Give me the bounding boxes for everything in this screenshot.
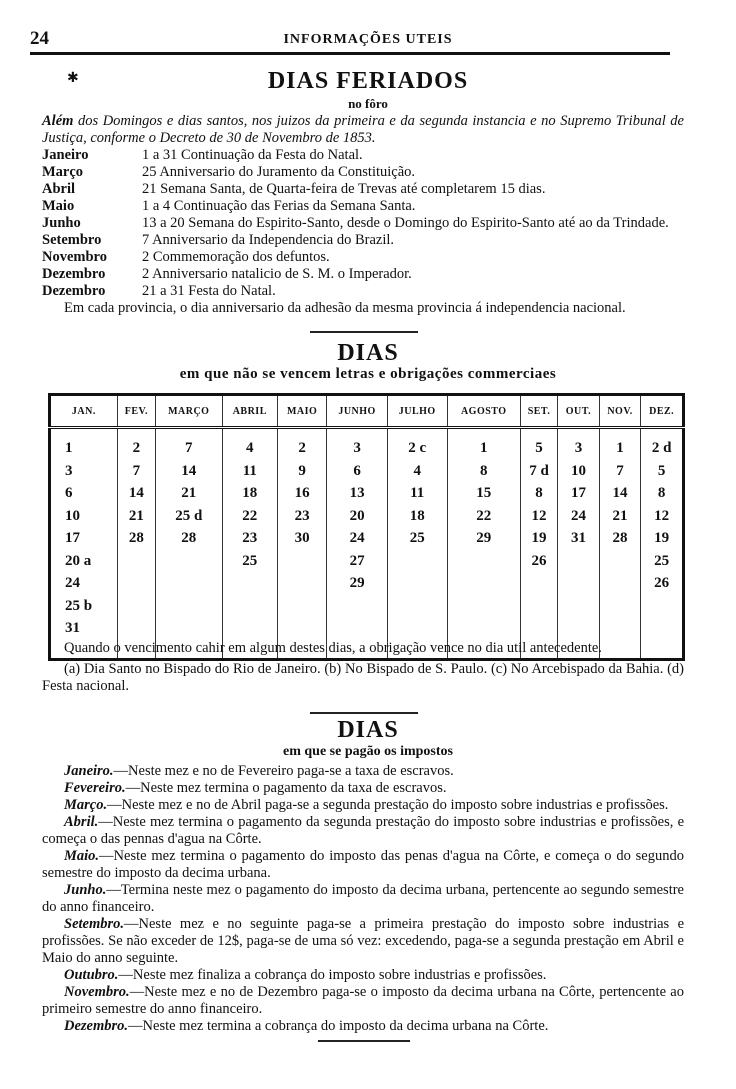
tax-text: —Termina neste mez o pagamento do imposto da decima urbana, pertencente ao segundo semestre do anno financeiro. [42,882,684,915]
holiday-text: 1 a 4 Continuação das Ferias da Semana Santa. [142,198,416,214]
day-cell: 6 [65,485,73,501]
month-column [327,428,388,660]
day-cell: 26 [531,552,547,569]
holiday-text: 21 Semana Santa, de Quarta-feira de Trevas até completarem 15 dias. [142,181,546,197]
day-cell: 7 [616,462,624,479]
month-column [387,428,447,660]
holiday-text: 7 Anniversario da Independencia do Brazil. [142,232,395,248]
asterisk-mark: ✱ [67,71,79,86]
running-header: INFORMAÇÕES UTEIS [283,32,453,47]
day-cell: 1 [65,440,73,456]
column-header: MARÇO [155,395,222,428]
holiday-row [42,232,684,249]
tax-text: —Neste mez termina o pagamento do imposto das penas d'agua na Côrte, e começa o do segundo semestre do imposto da decima urbana. [42,848,684,881]
tax-item [42,848,684,882]
day-cell: 21 [612,507,628,524]
column-header: JUNHO [327,395,388,428]
day-cell: 20 a [65,552,92,569]
month-column [599,428,641,660]
day-cell: 22 [242,507,258,524]
letras-subtitle: em que não se vencem letras e obrigações commerciaes [179,366,557,382]
day-cell: 19 [654,530,670,546]
month-column [155,428,222,660]
day-cell: 2 d [651,440,672,456]
tax-item [42,967,684,984]
tax-text: —Neste mez e no de Fevereiro paga-se a taxa de escravos. [113,763,454,779]
day-cell: 7 [185,440,193,456]
holiday-row [42,249,684,266]
tax-month: Março. [64,797,108,813]
column-header: SET. [520,395,557,428]
holiday-list [42,147,684,300]
holiday-month: Janeiro [42,147,89,163]
day-cell: 9 [298,462,306,479]
calendar-table [48,393,685,661]
day-cell: 15 [476,485,492,501]
tax-item [42,916,684,967]
holiday-row [42,164,684,181]
holiday-month: Setembro [42,232,102,248]
day-cell: 11 [242,462,257,479]
tax-month: Junho. [64,882,107,898]
tax-item [42,780,684,797]
month-column [117,428,155,660]
day-cell: 3 [65,462,73,479]
month-column [277,428,326,660]
day-cell: 17 [570,485,586,501]
tax-text: —Neste mez termina o pagamento da segunda prestação do imposto sobre industrias e profissões, e começa o das pennas d'agua na Côrte. [42,814,684,847]
holiday-month: Novembro [42,249,107,265]
holiday-month: Dezembro [42,266,106,282]
column-header: FEV. [117,395,155,428]
month-column [558,428,600,660]
column-header: OUT. [558,395,600,428]
section-divider [318,1040,410,1042]
tax-item [42,797,684,814]
letras-footnotes: (a) Dia Santo no Bispado do Rio de Janeiro. (b) No Bispado de S. Paulo. (c) No Arcebispado da Bahia. (d) Festa nacional. [42,661,684,694]
day-cell: 8 [657,485,666,501]
day-cell: 29 [476,530,492,546]
day-cell: 2 [132,440,141,456]
holiday-text: 25 Anniversario do Juramento da Constituição. [142,164,416,180]
column-header: JULHO [387,395,447,428]
column-header: DEZ. [641,395,684,428]
holiday-month: Março [42,164,84,180]
intro-lead: Além [42,113,74,129]
tax-item [42,882,684,916]
day-cell: 4 [246,440,254,456]
month-column [222,428,277,660]
day-cell: 25 [409,530,425,546]
day-cell: 17 [65,530,80,546]
holiday-text: 2 Anniversario natalicio de S. M. o Imperador. [142,266,412,282]
day-cell: 25 d [175,507,203,524]
tax-text: —Neste mez termina a cobrança do imposto da decima urbana na Côrte. [128,1018,549,1034]
day-cell: 21 [181,485,197,501]
tax-text: —Neste mez e no de Abril paga-se a segunda prestação do imposto sobre industrias e profissões. [107,797,669,813]
impostos-subtitle: em que se pagão os impostos [283,744,453,759]
feriados-intro [42,113,684,147]
day-cell: 24 [349,530,365,546]
day-cell: 28 [181,530,197,546]
feriados-closing: Em cada provincia, o dia anniversario da adhesão da mesma provincia á independencia nacional. [64,300,626,316]
tax-item [42,984,684,1018]
day-cell: 7 d [529,462,549,479]
day-cell: 23 [242,530,258,546]
day-cell: 21 [128,507,144,524]
day-cell: 19 [531,530,547,546]
day-cell: 18 [409,507,425,524]
holiday-month: Maio [42,198,75,214]
section-divider [310,712,418,714]
tax-month: Dezembro. [64,1018,129,1034]
day-cell: 28 [128,530,144,546]
day-cell: 11 [410,485,425,501]
holiday-row [42,215,684,232]
day-cell: 26 [654,575,670,591]
column-header: JAN. [50,395,118,428]
letras-notes [42,640,684,695]
tax-text: —Neste mez finaliza a cobrança do imposto sobre industrias e profissões. [118,967,547,983]
day-cell: 13 [349,485,365,501]
day-cell: 30 [294,530,310,546]
day-cell: 14 [128,485,144,501]
tax-text: —Neste mez e no de Dezembro paga-se o imposto da decima urbana na Côrte, pertencente ao primeiro semestre do anno financeiro. [42,984,684,1017]
holiday-text: 13 a 20 Semana do Espirito-Santo, desde o Domingo do Espirito-Santo até ao da Trindade. [142,215,669,231]
day-cell: 25 [654,552,670,569]
day-cell: 23 [294,507,310,524]
holiday-row [42,198,684,215]
feriados-section [42,113,684,317]
day-cell: 7 [132,462,141,479]
column-header: AGOSTO [447,395,520,428]
impostos-title: DIAS [337,717,399,743]
tax-item [42,763,684,780]
tax-month: Fevereiro. [64,780,126,796]
month-column [641,428,684,660]
day-cell: 8 [479,462,488,479]
day-cell: 24 [570,507,586,524]
day-cell: 22 [476,507,492,524]
tax-item [42,1018,684,1035]
feriados-title: DIAS FERIADOS [267,68,469,94]
day-cell: 16 [294,485,310,501]
tax-month: Janeiro. [64,763,114,779]
day-cell: 27 [349,552,365,569]
page-number: 24 [30,28,49,49]
day-cell: 28 [612,530,628,546]
holiday-row [42,266,684,283]
day-cell: 3 [574,440,583,456]
day-cell: 8 [535,485,543,501]
holiday-text: 2 Commemoração dos defuntos. [142,249,330,265]
day-cell: 25 [242,552,258,569]
holiday-month: Junho [42,215,81,231]
tax-month: Setembro. [64,916,125,932]
day-cell: 4 [413,462,421,479]
day-cell: 1 [479,440,488,456]
day-cell: 14 [181,462,197,479]
holiday-month: Dezembro [42,283,106,299]
day-cell: 12 [654,507,670,524]
feriados-subtitle: no fôro [348,96,388,111]
tax-text: —Neste mez termina o pagamento da taxa de escravos. [125,780,447,796]
day-cell: 10 [65,507,80,524]
holiday-text: 21 a 31 Festa do Natal. [142,283,276,299]
tax-month: Novembro. [64,984,130,1000]
day-cell: 5 [657,462,666,479]
letras-note: Quando o vencimento cahir em algum destes dias, a obrigação vence no dia util antecedente. [64,640,602,656]
section-divider [310,331,418,333]
day-cell: 10 [570,462,586,479]
day-cell: 12 [531,507,547,524]
holiday-row [42,181,684,198]
day-cell: 1 [616,440,624,456]
day-cell: 3 [353,440,361,456]
column-header: MAIO [277,395,326,428]
holiday-row [42,283,684,300]
month-column [50,428,118,660]
holiday-text: 1 a 31 Continuação da Festa do Natal. [142,147,363,163]
column-header: ABRIL [222,395,277,428]
day-cell: 24 [65,575,80,591]
tax-item [42,814,684,848]
column-header: NOV. [599,395,641,428]
day-cell: 18 [242,485,258,501]
tax-month: Abril. [64,814,99,830]
day-cell: 6 [353,462,361,479]
holiday-row [42,147,684,164]
tax-month: Maio. [64,848,100,864]
holiday-month: Abril [42,181,76,197]
day-cell: 20 [349,507,365,524]
month-column [520,428,557,660]
day-cell: 5 [535,440,543,456]
tax-text: —Neste mez e no seguinte paga-se a primeira prestação do imposto sobre industrias e profissões. Se não exceder de 12$, paga-se de uma só vez: excedendo, paga-se a segunda prestação em Abril e Maio do anno seguinte. [42,916,684,966]
month-column [447,428,520,660]
letras-title: DIAS [337,340,399,366]
day-cell: 31 [570,530,586,546]
intro-text: dos Domingos e dias santos, nos juizos da primeira e da segunda instancia e no Supremo Tribunal de Justiça, conforme o Decreto de 30 de Novembro de 1853. [42,113,684,146]
day-cell: 31 [65,620,80,636]
day-cell: 2 c [408,440,427,456]
impostos-list [42,763,684,1035]
day-cell: 2 [298,440,306,456]
day-cell: 29 [349,575,365,591]
header-rule [30,52,670,55]
tax-month: Outubro. [64,967,119,983]
day-cell: 25 b [65,597,93,614]
day-cell: 14 [612,485,628,501]
